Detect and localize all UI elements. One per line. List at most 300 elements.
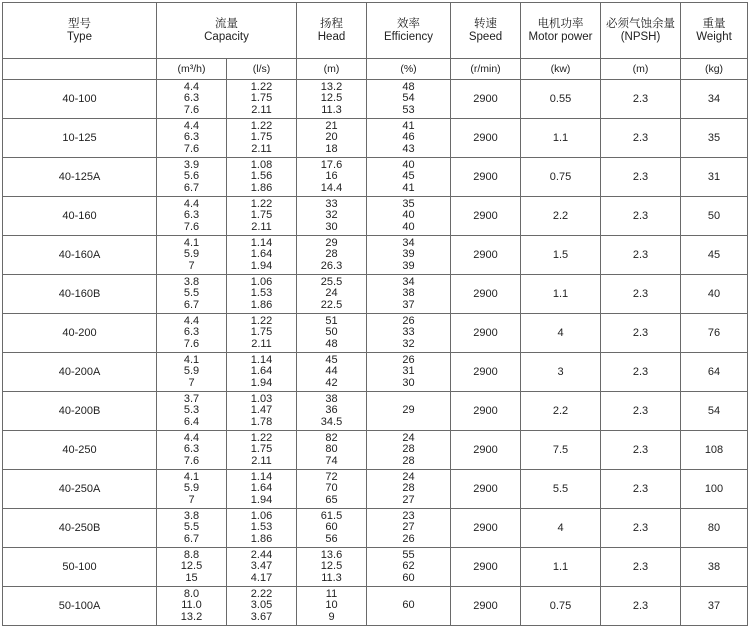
table-row — [3, 314, 748, 353]
capacity-m3h-cell-value: 11.0 — [181, 599, 202, 612]
efficiency-cell-value: 53 — [402, 103, 415, 116]
head-cell — [297, 275, 367, 314]
head-cell — [297, 314, 367, 353]
capacity-m3h-cell — [157, 353, 227, 392]
type-cell: 40-160B — [3, 275, 157, 314]
efficiency-cell — [367, 80, 451, 119]
capacity-ls-cell-value: 1.06 — [250, 275, 273, 288]
capacity-m3h-cell-value: 4.4 — [183, 80, 200, 93]
motor-power-cell: 0.55 — [521, 80, 601, 119]
efficiency-cell-value: 28 — [402, 454, 415, 467]
head-cell-value: 70 — [325, 482, 338, 495]
head-cell — [297, 353, 367, 392]
capacity-ls-cell-value: 1.14 — [250, 470, 273, 483]
efficiency-cell-value: 27 — [402, 493, 415, 506]
motor-power-cell: 1.5 — [521, 236, 601, 275]
efficiency-cell — [367, 158, 451, 197]
head-cell-value: 45 — [325, 353, 338, 366]
head-cell-value: 18 — [325, 142, 338, 155]
efficiency-cell-value: 39 — [402, 259, 415, 272]
speed-cell: 2900 — [451, 548, 521, 587]
speed-cell: 2900 — [451, 353, 521, 392]
capacity-ls-cell-value: 1.64 — [250, 482, 273, 495]
head-cell — [297, 470, 367, 509]
efficiency-cell — [367, 119, 451, 158]
head-cell-value: 11 — [325, 587, 338, 600]
capacity-m3h-cell-value: 5.3 — [183, 404, 200, 417]
capacity-ls-cell — [227, 431, 297, 470]
head-cell-value: 20 — [325, 131, 338, 144]
efficiency-cell — [367, 353, 451, 392]
capacity-m3h-cell-value: 15 — [185, 571, 198, 584]
weight-cell: 40 — [681, 275, 748, 314]
capacity-m3h-cell-value: 8.0 — [183, 587, 200, 600]
efficiency-cell-value: 40 — [402, 209, 415, 222]
table-row — [3, 197, 748, 236]
unit-capacity-ls: (l/s) — [227, 59, 297, 80]
efficiency-cell-value: 33 — [402, 326, 415, 339]
capacity-m3h-cell-value: 12.5 — [180, 560, 203, 573]
head-cell-value: 17.6 — [320, 158, 343, 171]
pump-spec-table — [2, 2, 748, 626]
type-cell: 40-100 — [3, 80, 157, 119]
capacity-ls-cell-value: 1.75 — [250, 443, 273, 456]
type-cell: 40-250 — [3, 431, 157, 470]
efficiency-cell-value: 24 — [402, 431, 415, 444]
head-cell-value: 74 — [325, 454, 338, 467]
table-row — [3, 275, 748, 314]
npsh-cell: 2.3 — [601, 236, 681, 275]
head-cell-value: 42 — [325, 376, 338, 389]
efficiency-cell-value: 62 — [402, 560, 415, 573]
capacity-ls-cell-value: 1.22 — [250, 431, 273, 444]
type-cell: 50-100 — [3, 548, 157, 587]
head-cell-value: 50 — [325, 326, 338, 339]
head-cell-value: 48 — [325, 337, 338, 350]
capacity-ls-cell-value: 2.11 — [251, 454, 272, 467]
capacity-m3h-cell — [157, 80, 227, 119]
head-cell-value: 21 — [325, 119, 338, 132]
table-row — [3, 353, 748, 392]
efficiency-cell-value: 30 — [402, 376, 415, 389]
capacity-m3h-cell-value: 6.3 — [183, 443, 200, 456]
npsh-cell: 2.3 — [601, 431, 681, 470]
capacity-ls-cell-value: 2.22 — [250, 587, 273, 600]
efficiency-cell-value: 54 — [402, 92, 415, 105]
unit-type — [3, 59, 157, 80]
capacity-m3h-cell — [157, 587, 227, 626]
capacity-m3h-cell — [157, 197, 227, 236]
motor-power-cell: 1.1 — [521, 119, 601, 158]
capacity-ls-cell-value: 4.17 — [250, 571, 273, 584]
capacity-m3h-cell-value: 4.4 — [183, 314, 200, 327]
capacity-m3h-cell — [157, 548, 227, 587]
capacity-ls-cell-value: 1.22 — [250, 314, 273, 327]
unit-efficiency: (%) — [367, 59, 451, 80]
speed-cell: 2900 — [451, 509, 521, 548]
type-cell: 40-125A — [3, 158, 157, 197]
unit-speed: (r/min) — [451, 59, 521, 80]
head-cell-value: 32 — [325, 209, 338, 222]
unit-head: (m) — [297, 59, 367, 80]
table-row — [3, 119, 748, 158]
motor-power-cell: 4 — [521, 509, 601, 548]
head-cell-value: 38 — [325, 392, 338, 405]
weight-cell: 64 — [681, 353, 748, 392]
head-cell — [297, 236, 367, 275]
capacity-ls-cell-value: 2.11 — [251, 337, 272, 350]
capacity-ls-cell-value: 1.22 — [250, 80, 273, 93]
capacity-m3h-cell-value: 6.4 — [183, 415, 200, 428]
head-cell-value: 82 — [325, 431, 338, 444]
efficiency-cell-value: 35 — [402, 197, 415, 210]
motor-power-cell: 1.1 — [521, 275, 601, 314]
npsh-cell: 2.3 — [601, 392, 681, 431]
capacity-m3h-cell — [157, 158, 227, 197]
weight-cell: 45 — [681, 236, 748, 275]
efficiency-cell-value: 48 — [402, 80, 415, 93]
efficiency-cell-value: 29 — [402, 404, 415, 417]
capacity-ls-cell — [227, 353, 297, 392]
type-cell: 40-200 — [3, 314, 157, 353]
capacity-ls-cell-value: 2.11 — [251, 220, 272, 233]
capacity-m3h-cell-value: 8.8 — [183, 548, 200, 561]
capacity-ls-cell-value: 1.78 — [250, 415, 273, 428]
head-cell — [297, 587, 367, 626]
capacity-m3h-cell-value: 4.1 — [183, 470, 200, 483]
weight-cell: 80 — [681, 509, 748, 548]
capacity-ls-cell — [227, 509, 297, 548]
weight-cell: 50 — [681, 197, 748, 236]
capacity-ls-cell — [227, 197, 297, 236]
motor-power-cell: 4 — [521, 314, 601, 353]
capacity-ls-cell-value: 1.94 — [250, 493, 273, 506]
efficiency-cell-value: 41 — [402, 181, 415, 194]
capacity-m3h-cell-value: 3.8 — [183, 509, 200, 522]
motor-power-cell: 7.5 — [521, 431, 601, 470]
speed-cell: 2900 — [451, 431, 521, 470]
type-cell: 10-125 — [3, 119, 157, 158]
weight-cell: 108 — [681, 431, 748, 470]
capacity-m3h-cell-value: 5.9 — [183, 482, 200, 495]
speed-cell: 2900 — [451, 236, 521, 275]
type-cell: 40-160A — [3, 236, 157, 275]
motor-power-cell: 0.75 — [521, 587, 601, 626]
npsh-cell: 2.3 — [601, 314, 681, 353]
capacity-ls-cell — [227, 119, 297, 158]
head-cell-value: 25.5 — [320, 275, 343, 288]
capacity-m3h-cell — [157, 275, 227, 314]
head-cell-value: 16 — [325, 170, 338, 183]
type-cell: 40-200A — [3, 353, 157, 392]
capacity-ls-cell-value: 1.22 — [250, 119, 273, 132]
unit-weight: (kg) — [681, 59, 748, 80]
speed-cell: 2900 — [451, 587, 521, 626]
head-cell-value: 34.5 — [320, 415, 343, 428]
efficiency-cell — [367, 587, 451, 626]
efficiency-cell-value: 38 — [402, 287, 415, 300]
capacity-m3h-cell-value: 6.3 — [183, 326, 200, 339]
capacity-ls-cell-value: 2.11 — [251, 103, 272, 116]
efficiency-cell — [367, 470, 451, 509]
speed-cell: 2900 — [451, 275, 521, 314]
table-row — [3, 392, 748, 431]
capacity-m3h-cell-value: 6.7 — [183, 532, 200, 545]
unit-npsh: (m) — [601, 59, 681, 80]
header-weight: 重量 Weight — [681, 3, 748, 59]
capacity-m3h-cell-value: 13.2 — [180, 610, 203, 623]
efficiency-cell-value: 26 — [402, 532, 415, 545]
capacity-ls-cell-value: 1.94 — [250, 259, 273, 272]
head-cell-value: 22.5 — [320, 298, 343, 311]
capacity-ls-cell — [227, 314, 297, 353]
header-capacity: 流量 Capacity — [157, 3, 297, 59]
speed-cell: 2900 — [451, 197, 521, 236]
capacity-m3h-cell-value: 4.1 — [183, 236, 200, 249]
capacity-m3h-cell-value: 3.8 — [183, 275, 200, 288]
motor-power-cell: 2.2 — [521, 392, 601, 431]
efficiency-cell — [367, 314, 451, 353]
head-cell-value: 12.5 — [320, 560, 343, 573]
npsh-cell: 2.3 — [601, 353, 681, 392]
motor-power-cell: 5.5 — [521, 470, 601, 509]
efficiency-cell — [367, 236, 451, 275]
npsh-cell: 2.3 — [601, 158, 681, 197]
efficiency-cell-value: 34 — [402, 275, 415, 288]
weight-cell: 76 — [681, 314, 748, 353]
head-cell — [297, 158, 367, 197]
efficiency-cell-value: 40 — [402, 220, 415, 233]
efficiency-cell-value: 41 — [402, 119, 415, 132]
head-cell-value: 30 — [325, 220, 338, 233]
capacity-m3h-cell — [157, 470, 227, 509]
header-head: 扬程 Head — [297, 3, 367, 59]
npsh-cell: 2.3 — [601, 197, 681, 236]
capacity-ls-cell-value: 1.75 — [250, 131, 273, 144]
efficiency-cell-value — [367, 417, 450, 429]
head-cell — [297, 509, 367, 548]
head-cell — [297, 431, 367, 470]
head-cell-value: 11.3 — [321, 571, 342, 584]
capacity-m3h-cell — [157, 119, 227, 158]
type-cell: 40-250A — [3, 470, 157, 509]
capacity-m3h-cell — [157, 509, 227, 548]
capacity-ls-cell — [227, 80, 297, 119]
type-cell: 40-200B — [3, 392, 157, 431]
capacity-ls-cell-value: 1.86 — [250, 181, 273, 194]
capacity-ls-cell — [227, 236, 297, 275]
npsh-cell: 2.3 — [601, 80, 681, 119]
capacity-ls-cell-value: 1.14 — [250, 353, 273, 366]
capacity-ls-cell-value: 1.53 — [250, 521, 273, 534]
efficiency-cell-value: 31 — [402, 365, 415, 378]
unit-motor: (kw) — [521, 59, 601, 80]
capacity-ls-cell — [227, 392, 297, 431]
head-cell-value: 13.2 — [320, 80, 343, 93]
speed-cell: 2900 — [451, 392, 521, 431]
capacity-m3h-cell-value: 6.7 — [183, 298, 200, 311]
header-efficiency: 效率 Efficiency — [367, 3, 451, 59]
efficiency-cell-value: 26 — [402, 314, 415, 327]
capacity-ls-cell-value: 3.67 — [250, 610, 273, 623]
capacity-ls-cell-value: 2.11 — [251, 142, 272, 155]
head-cell-value: 12.5 — [320, 92, 343, 105]
head-cell-value: 13.6 — [320, 548, 343, 561]
efficiency-cell — [367, 509, 451, 548]
capacity-ls-cell-value: 2.44 — [250, 548, 273, 561]
head-cell-value: 56 — [325, 532, 338, 545]
capacity-ls-cell-value: 1.86 — [250, 298, 273, 311]
head-cell-value: 80 — [325, 443, 338, 456]
capacity-m3h-cell-value: 7 — [188, 259, 195, 272]
unit-capacity-m3h: (m³/h) — [157, 59, 227, 80]
motor-power-cell: 1.1 — [521, 548, 601, 587]
capacity-ls-cell-value: 3.05 — [250, 599, 273, 612]
weight-cell: 37 — [681, 587, 748, 626]
capacity-ls-cell-value: 1.06 — [250, 509, 273, 522]
capacity-m3h-cell-value: 4.4 — [183, 431, 200, 444]
efficiency-cell-value: 34 — [402, 236, 415, 249]
type-cell: 40-160 — [3, 197, 157, 236]
capacity-ls-cell-value: 1.53 — [250, 287, 273, 300]
head-cell-value: 72 — [325, 470, 338, 483]
efficiency-cell-value: 39 — [402, 248, 415, 261]
table-row — [3, 236, 748, 275]
head-cell-value: 9 — [328, 610, 335, 623]
header-motor-power: 电机功率 Motor power — [521, 3, 601, 59]
speed-cell: 2900 — [451, 80, 521, 119]
capacity-m3h-cell-value: 6.3 — [183, 92, 200, 105]
table-row — [3, 548, 748, 587]
head-cell-value: 10 — [325, 599, 338, 612]
capacity-ls-cell-value: 1.86 — [250, 532, 273, 545]
npsh-cell: 2.3 — [601, 275, 681, 314]
motor-power-cell: 3 — [521, 353, 601, 392]
capacity-ls-cell-value: 1.47 — [250, 404, 273, 417]
npsh-cell: 2.3 — [601, 119, 681, 158]
efficiency-cell-value: 32 — [402, 337, 415, 350]
head-cell-value: 24 — [325, 287, 338, 300]
capacity-m3h-cell-value: 6.3 — [183, 131, 200, 144]
efficiency-cell-value: 28 — [402, 482, 415, 495]
head-cell-value: 33 — [325, 197, 338, 210]
capacity-ls-cell — [227, 158, 297, 197]
table-row — [3, 80, 748, 119]
head-cell — [297, 548, 367, 587]
head-cell — [297, 392, 367, 431]
head-cell-value: 61.5 — [320, 509, 343, 522]
capacity-m3h-cell-value: 5.6 — [183, 170, 200, 183]
capacity-ls-cell-value: 1.75 — [250, 326, 273, 339]
head-cell-value: 29 — [325, 236, 338, 249]
efficiency-cell-value — [367, 612, 450, 624]
capacity-m3h-cell-value: 7.6 — [183, 142, 200, 155]
capacity-m3h-cell-value: 7.6 — [183, 337, 200, 350]
efficiency-cell-value: 23 — [402, 509, 415, 522]
header-speed: 转速 Speed — [451, 3, 521, 59]
capacity-m3h-cell — [157, 314, 227, 353]
table-body — [3, 80, 748, 626]
efficiency-cell-value: 37 — [402, 298, 415, 311]
capacity-ls-cell — [227, 548, 297, 587]
head-cell-value: 11.3 — [321, 103, 342, 116]
efficiency-cell-value: 24 — [402, 470, 415, 483]
efficiency-cell-value: 28 — [402, 443, 415, 456]
header-type: 型号 Type — [3, 3, 157, 59]
npsh-cell: 2.3 — [601, 548, 681, 587]
capacity-m3h-cell-value: 4.1 — [183, 353, 200, 366]
type-cell: 40-250B — [3, 509, 157, 548]
head-cell — [297, 80, 367, 119]
capacity-m3h-cell-value: 4.4 — [183, 119, 200, 132]
efficiency-cell-value: 60 — [402, 599, 415, 612]
capacity-m3h-cell-value: 3.9 — [183, 158, 200, 171]
efficiency-cell-value: 46 — [402, 131, 415, 144]
efficiency-cell-value: 27 — [402, 521, 415, 534]
capacity-m3h-cell-value: 7 — [188, 493, 195, 506]
capacity-m3h-cell-value: 5.5 — [183, 287, 200, 300]
capacity-m3h-cell-value: 5.9 — [183, 365, 200, 378]
capacity-m3h-cell-value: 7.6 — [183, 454, 200, 467]
head-cell-value: 60 — [325, 521, 338, 534]
capacity-m3h-cell-value: 6.7 — [183, 181, 200, 194]
npsh-cell: 2.3 — [601, 509, 681, 548]
efficiency-cell-value: 43 — [402, 142, 415, 155]
type-cell: 50-100A — [3, 587, 157, 626]
efficiency-cell-value: 40 — [402, 158, 415, 171]
capacity-m3h-cell-value: 7.6 — [183, 220, 200, 233]
capacity-ls-cell-value: 1.03 — [250, 392, 273, 405]
capacity-m3h-cell-value: 7 — [188, 376, 195, 389]
head-cell-value: 14.4 — [320, 181, 343, 194]
capacity-ls-cell-value: 1.56 — [250, 170, 273, 183]
efficiency-cell-value: 26 — [402, 353, 415, 366]
weight-cell: 35 — [681, 119, 748, 158]
capacity-ls-cell — [227, 587, 297, 626]
header-npsh: 必须气蚀余量 (NPSH) — [601, 3, 681, 59]
npsh-cell: 2.3 — [601, 587, 681, 626]
efficiency-cell-value: 60 — [402, 571, 415, 584]
head-cell-value: 28 — [325, 248, 338, 261]
capacity-ls-cell-value: 1.22 — [250, 197, 273, 210]
weight-cell: 54 — [681, 392, 748, 431]
table-row — [3, 509, 748, 548]
motor-power-cell: 0.75 — [521, 158, 601, 197]
speed-cell: 2900 — [451, 158, 521, 197]
speed-cell: 2900 — [451, 470, 521, 509]
weight-cell: 100 — [681, 470, 748, 509]
head-cell — [297, 197, 367, 236]
speed-cell: 2900 — [451, 314, 521, 353]
capacity-m3h-cell-value: 6.3 — [183, 209, 200, 222]
efficiency-cell — [367, 392, 451, 431]
capacity-ls-cell-value: 3.47 — [250, 560, 273, 573]
efficiency-cell — [367, 197, 451, 236]
capacity-m3h-cell-value: 5.9 — [183, 248, 200, 261]
capacity-m3h-cell — [157, 392, 227, 431]
table-row — [3, 431, 748, 470]
capacity-ls-cell-value: 1.94 — [250, 376, 273, 389]
table-row — [3, 470, 748, 509]
capacity-m3h-cell — [157, 431, 227, 470]
capacity-ls-cell — [227, 275, 297, 314]
capacity-ls-cell-value: 1.64 — [250, 248, 273, 261]
capacity-m3h-cell-value: 5.5 — [183, 521, 200, 534]
capacity-ls-cell — [227, 470, 297, 509]
efficiency-cell — [367, 548, 451, 587]
capacity-ls-cell-value: 1.64 — [250, 365, 273, 378]
weight-cell: 38 — [681, 548, 748, 587]
